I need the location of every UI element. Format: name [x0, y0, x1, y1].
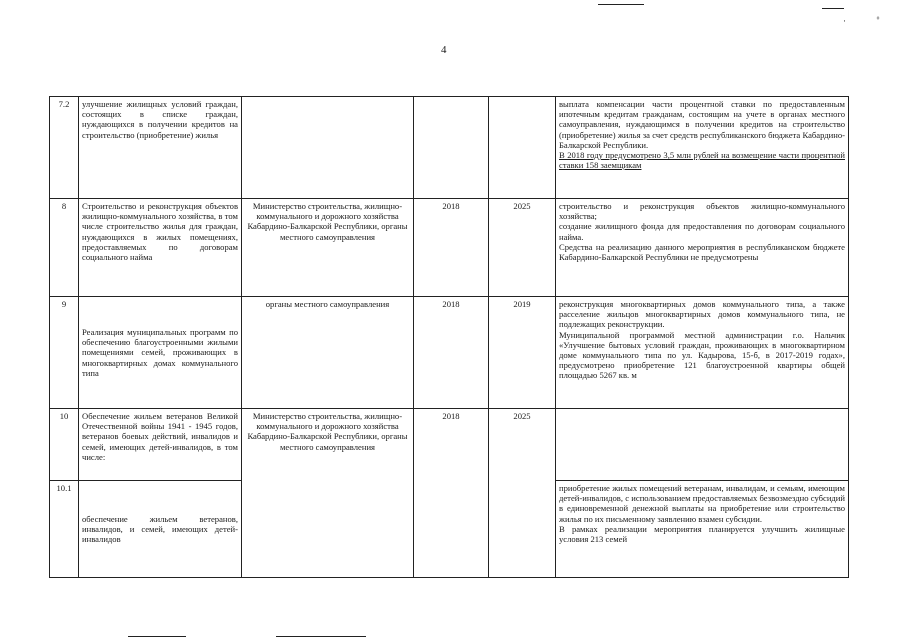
expected-result: [556, 199, 849, 297]
corner-mark-1: ·: [843, 16, 846, 26]
result-paragraph: реконструкция многоквартирных домов коммунального типа, а также расселение жильцов многоквартирных домов коммунального типа, не подлежащих реконструкции.: [559, 299, 845, 330]
expected-result: [556, 97, 849, 199]
result-paragraph: создание жилищного фонда для предоставления по договорам социального найма.: [559, 221, 845, 242]
row-number: 9: [50, 297, 79, 409]
end-year: 2025: [489, 409, 556, 578]
expected-result: [556, 297, 849, 409]
result-paragraph: Муниципальной программой местной администрации г.о. Нальчик «Улучшение бытовых условий граждан, проживающих в многоквартирном доме коммунального типа по ул. Кадырова, 15-б, в 2017-2019 годах», предусмотрено приобретение 121 благоустроенной квартиры общей площадью 5267 кв. м: [559, 329, 845, 381]
page-number: 4: [441, 44, 447, 56]
table-row: [50, 297, 849, 409]
bottom-rule-left: [128, 636, 186, 637]
start-year: [414, 97, 489, 199]
start-year: 2018: [414, 199, 489, 297]
row-number: 7.2: [50, 97, 79, 199]
top-rule: [598, 4, 644, 5]
table-row: [50, 97, 849, 199]
executor: Министерство строительства, жилищно-коммунального и дорожного хозяйства Кабардино-Балкарской Республики, органы местного самоуправления: [242, 199, 414, 297]
measure-name: улучшение жилищных условий граждан, состоящих в списке граждан, нуждающихся в получении кредитов на строительство (приобретение) жилья: [79, 97, 242, 199]
row-number: 10: [50, 409, 79, 481]
executor: [242, 97, 414, 199]
end-year: 2019: [489, 297, 556, 409]
start-year: 2018: [414, 297, 489, 409]
expected-result: [556, 409, 849, 481]
measure-name: Реализация муниципальных программ по обеспечению благоустроенными жилыми помещениями семей, проживающих в многоквартирных домах коммунального типа: [79, 297, 242, 409]
row-number: 10.1: [50, 481, 79, 578]
measure-name: обеспечение жильем ветеранов, инвалидов, и семей, имеющих детей-инвалидов: [79, 481, 242, 578]
result-paragraph: выплата компенсации части процентной ставки по предоставленным ипотечным кредитам гражданам, состоящим на учете в органах местного самоуправления, нуждающимся в получении кредитов на строительство (приобретение) жилья за счет средств республиканского бюджета Кабардино-Балкарской Республики.: [559, 99, 845, 150]
end-year: [489, 97, 556, 199]
top-rule-right: [822, 8, 844, 9]
start-year: 2018: [414, 409, 489, 578]
row-number: 8: [50, 199, 79, 297]
measure-name: Обеспечение жильем ветеранов Великой Отечественной войны 1941 - 1945 годов, ветеранов боевых действий, инвалидов и семей, имеющих детей-инвалидов, в том числе:: [79, 409, 242, 481]
measure-name: Строительство и реконструкция объектов жилищно-коммунального хозяйства, в том числе строительство жилья для граждан, нуждающихся в жилых помещениях, предоставляемых по договорам социального найма: [79, 199, 242, 297]
executor: органы местного самоуправления: [242, 297, 414, 409]
result-paragraph: строительство и реконструкция объектов жилищно-коммунального хозяйства;: [559, 201, 845, 222]
bottom-rule-right: [276, 636, 366, 637]
executor: Министерство строительства, жилищно-коммунального и дорожного хозяйства Кабардино-Балкарской Республики, органы местного самоуправления: [242, 409, 414, 578]
table-row: [50, 409, 849, 481]
result-paragraph: В 2018 году предусмотрено 3,5 млн рублей на возмещение части процентной ставки 158 заемщикам: [559, 150, 845, 171]
result-paragraph: Средства на реализацию данного мероприятия в республиканском бюджете Кабардино-Балкарской Республики не предусмотрены: [559, 241, 845, 263]
expected-result: [556, 481, 849, 578]
measures-table: [49, 96, 849, 578]
end-year: 2025: [489, 199, 556, 297]
result-paragraph: приобретение жилых помещений ветеранам, инвалидам, и семьям, имеющим детей-инвалидов, с использованием предоставляемых безвозмездно субсидий в единовременной денежной выплаты на приобретение или строительство жилья по их письменному заявлению взамен субсидии.: [559, 483, 845, 524]
result-paragraph: В рамках реализации мероприятия планируется улучшить жилищные условия 213 семей: [559, 523, 845, 545]
table-row: [50, 199, 849, 297]
